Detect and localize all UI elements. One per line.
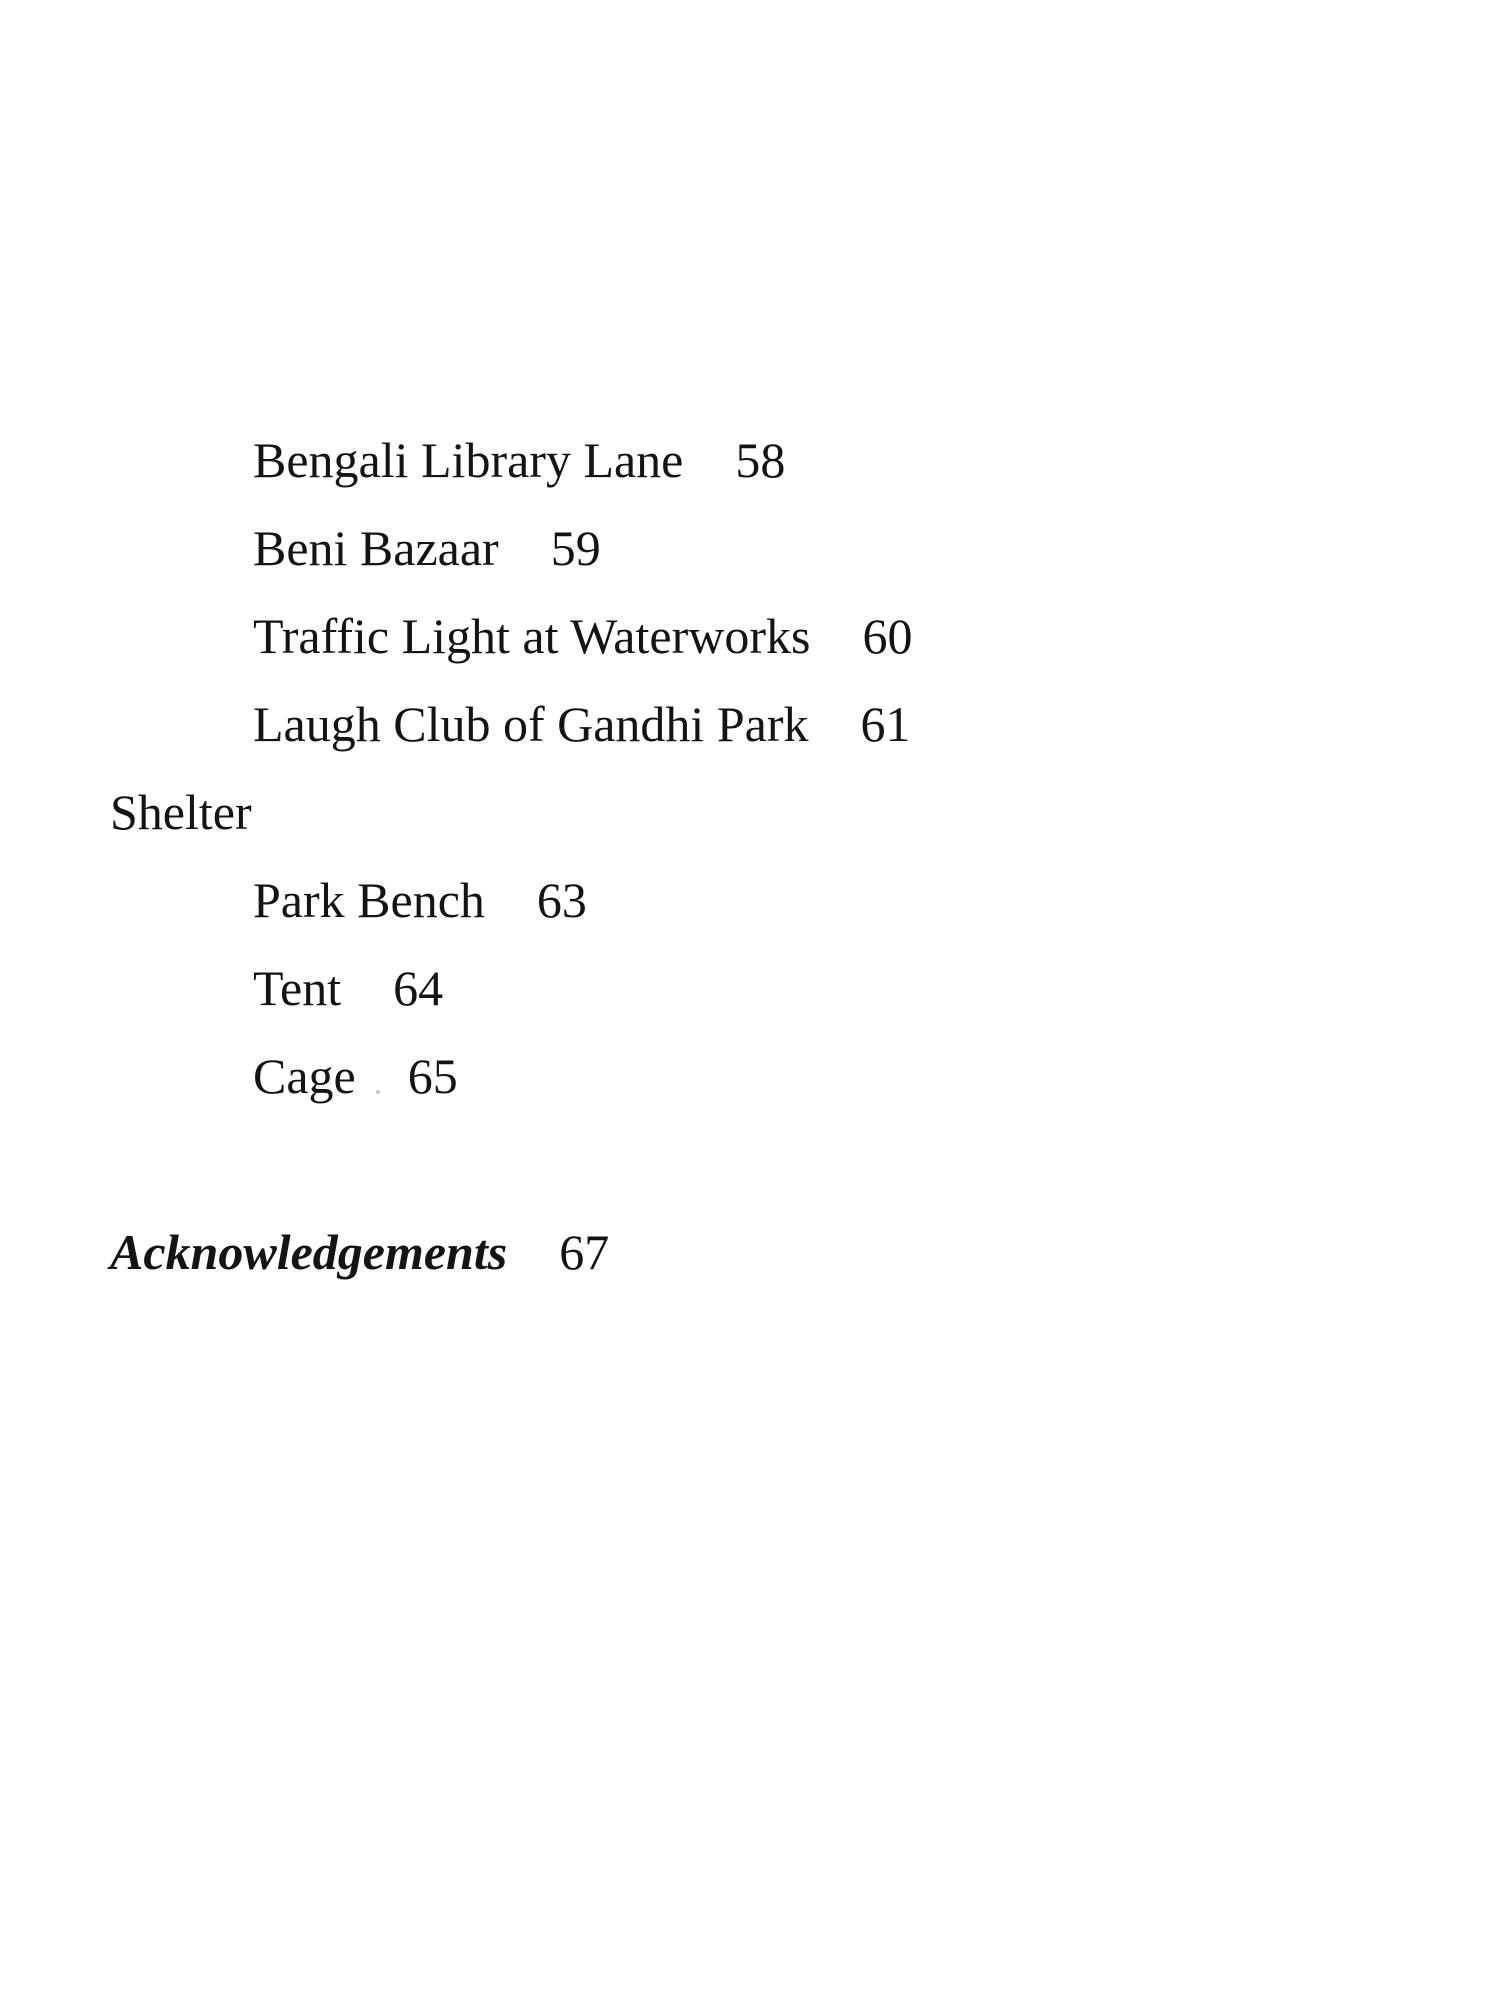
toc-section-heading: Shelter (110, 784, 252, 840)
toc-entry-title: Laugh Club of Gandhi Park (253, 696, 809, 752)
toc-entry (253, 870, 587, 930)
toc-entry (253, 430, 785, 490)
toc-entry-title: Tent (253, 960, 342, 1016)
toc-entry (253, 1046, 458, 1106)
scan-speck (376, 1090, 380, 1094)
toc-entry-page: 61 (860, 696, 911, 752)
toc-entry-page: 64 (393, 960, 444, 1016)
toc-entry-title: Traffic Light at Waterworks (253, 608, 811, 664)
toc-acknowledgements-page: 67 (559, 1224, 610, 1280)
toc-entry (253, 694, 910, 754)
toc-entry-title: Cage (253, 1048, 356, 1104)
toc-entry-title: Beni Bazaar (253, 520, 499, 576)
toc-entry-page: 63 (536, 872, 587, 928)
toc-entry-page: 60 (862, 608, 913, 664)
toc-acknowledgements-title: Acknowledgements (110, 1224, 508, 1280)
toc-acknowledgements (110, 1222, 609, 1282)
toc-entry-title: Bengali Library Lane (253, 432, 684, 488)
toc-entry-title: Park Bench (253, 872, 485, 928)
toc-entry (253, 606, 912, 666)
toc-entry-page: 65 (407, 1048, 458, 1104)
toc-entry-page: 59 (550, 520, 601, 576)
toc-entry (253, 518, 601, 578)
toc-entry (253, 958, 443, 1018)
toc-entry-page: 58 (735, 432, 786, 488)
